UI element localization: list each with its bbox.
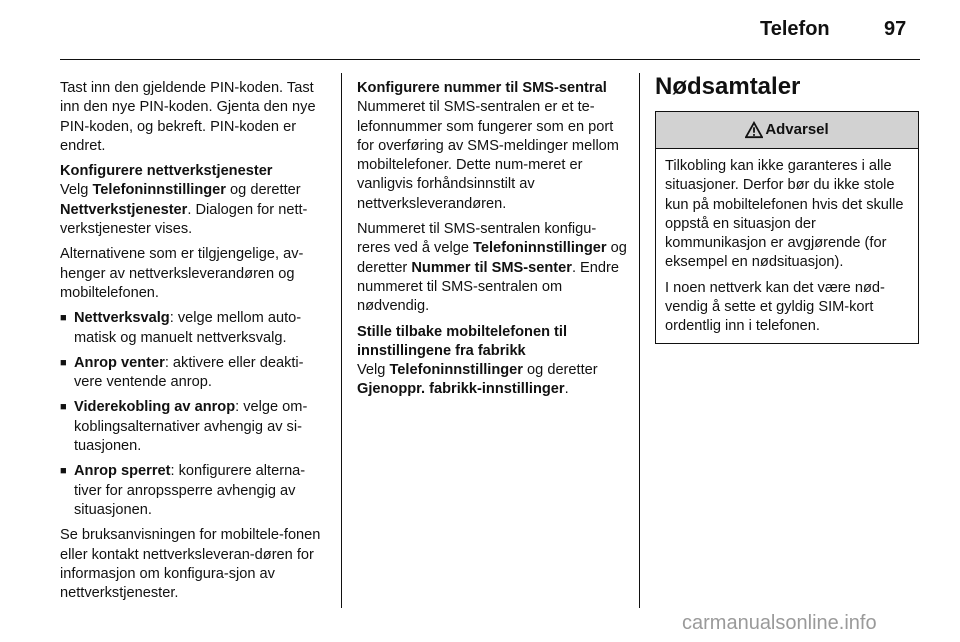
pin-intro-paragraph: Tast inn den gjeldende PIN-koden. Tast inn den nye PIN-koden. Gjenta den nye PIN-koden, og bekreft. PIN-koden er endret. (60, 80, 316, 154)
factory-reset-paragraph (357, 361, 627, 400)
list-item-term: Viderekobling av anrop (74, 399, 236, 416)
heading-text: Konfigurere nettverkstjenester (60, 163, 273, 180)
sms-center-paragraph: Nummeret til SMS-sentralen er et te-lefonnummer som fungerer som en port for overføring av SMS-meldinger mellom mobiltelefoner. Dette num-meret er vanligvis forhåndsinnstilt av nettverksleverandøren. (357, 99, 619, 212)
text: Velg (60, 182, 93, 199)
list-item (60, 398, 330, 456)
list-item-desc: : velge om-koblingsalternativer avhengig av si-tuasjonen. (74, 399, 308, 455)
list-item-desc: : konfigurere alterna-tiver for anropssperre avhengig av situasjonen. (74, 463, 306, 518)
sms-config-paragraph (357, 220, 627, 316)
text: og deretter (225, 182, 301, 199)
column-divider-right (639, 73, 640, 608)
menu-term: Nummer til SMS-senter (411, 259, 572, 276)
list-item-desc: : velge mellom auto-matisk og manuelt nettverksvalg. (74, 310, 302, 346)
bullet-mark: ■ (60, 465, 67, 478)
list-item-text (74, 309, 330, 348)
sms-center-heading (357, 79, 627, 98)
heading-text: Konfigurere nummer til SMS-sentral (357, 80, 607, 96)
menu-term: Gjenoppr. fabrikk-innstillinger (357, 381, 565, 398)
text: Velg (357, 362, 390, 379)
list-item-text (74, 462, 330, 520)
list-item (60, 462, 330, 520)
warning-body (656, 149, 918, 343)
list-item-term: Anrop sperret (74, 463, 171, 480)
text: . (564, 381, 569, 398)
menu-term: Telefoninnstillinger (92, 182, 226, 199)
menu-term: Nettverkstjenester (60, 201, 188, 218)
warning-box (655, 111, 919, 344)
bullet-mark: ■ (60, 356, 67, 369)
list-item-term: Nettverksvalg (74, 310, 170, 327)
network-services-paragraph (60, 181, 330, 239)
header-divider (60, 59, 920, 60)
text: . Dialogen for nett-verkstjenester vises. (60, 201, 308, 238)
column-right (655, 73, 920, 344)
heading-text: Stille tilbake mobiltelefonen til innstillingene fra fabrikk (357, 323, 568, 359)
watermark: carmanualsonline.info (682, 612, 877, 634)
warning-label: Advarsel (765, 121, 829, 139)
bullet-mark: ■ (60, 401, 67, 414)
section-title: Nødsamtaler (655, 73, 801, 100)
list-item-text (74, 398, 330, 456)
page-number: 97 (884, 18, 907, 40)
text: og deretter (357, 240, 627, 276)
warning-paragraph: I noen nettverk kan det være nød-vendig å sette et gyldig SIM-kort ordentlig inn i telefonen. (665, 279, 885, 335)
warning-header (656, 112, 918, 149)
text: . Endre nummeret til SMS-sentralen om nødvendig. (357, 259, 619, 315)
list-item-desc: : aktivere eller deakti-vere ventende anrop. (74, 354, 304, 391)
list-item (60, 354, 330, 393)
menu-term: Telefoninnstillinger (389, 362, 523, 379)
menu-term: Telefoninnstillinger (473, 240, 607, 257)
options-paragraph: Alternativene som er tilgjengelige, av-henger av nettverksleverandøren og mobiltelefonen. (60, 246, 304, 301)
column-middle (357, 79, 627, 406)
factory-reset-heading (357, 323, 627, 362)
bullet-mark: ■ (60, 312, 67, 325)
network-services-heading (60, 162, 330, 181)
list-item-term: Anrop venter (74, 354, 165, 371)
warning-triangle-icon (745, 121, 763, 139)
warning-paragraph: Tilkobling kan ikke garanteres i alle situasjoner. Derfor bør du ikke stole kun på mobiltelefonen hvis det skulle oppstå en situasjon der kommunikasjon er avgjørende (for eksempel en nødsituasjon). (665, 158, 904, 271)
manual-reference-paragraph: Se bruksanvisningen for mobiltele-fonen eller kontakt nettverksleveran-døren for informasjon om konfigura-sjon av nettverkstjenester. (60, 527, 321, 602)
text: Nummeret til SMS-sentralen konfigu-reres ved å velge (357, 221, 597, 257)
list-item (60, 309, 330, 348)
list-item-text (74, 354, 330, 393)
text: og deretter (522, 362, 598, 379)
column-divider-left (341, 73, 342, 608)
page-header-title: Telefon (760, 18, 830, 40)
column-left (60, 79, 330, 609)
